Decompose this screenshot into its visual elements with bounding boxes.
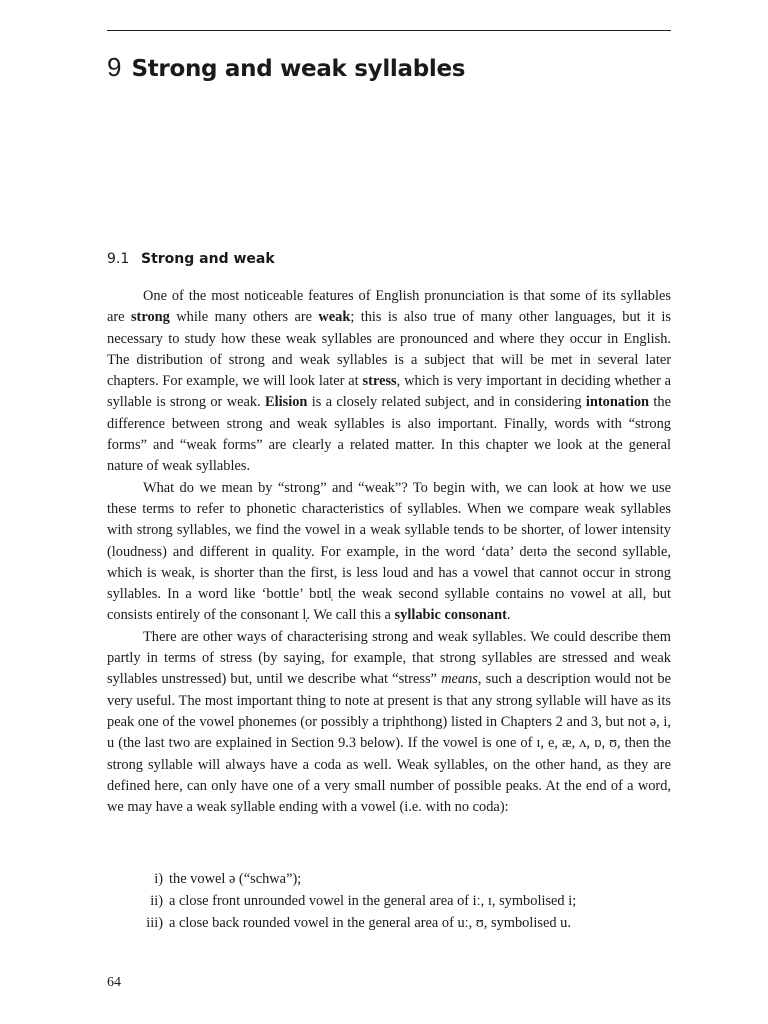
list-item (107, 868, 671, 890)
section-heading (107, 251, 275, 267)
section-number: 9.1 (107, 251, 130, 267)
top-rule (107, 30, 671, 31)
list-item (107, 912, 671, 934)
list-marker: iii) (146, 915, 163, 931)
list-text: the vowel ə (“schwa”); (169, 871, 302, 887)
term-strong: strong (130, 309, 170, 326)
paragraph-1: One of the most noticeable features of English pronunciation is that some of its syllables are strong while many others are weak; this is also true of many other languages, but it is necessary to study how these weak syllables are pronounced and where they occur in English. The distribution of strong and weak syllables is a subject that will be met in several later chapters. For example, we will look later at stress, which is very important in deciding whether a syllable is strong or weak. Elision is a closely related subject, and in considering intonation the difference between strong and weak syllables is also important. Finally, words with “strong forms” and “weak forms” are clearly a related matter. In this chapter we look at the general nature of weak syllables. (107, 288, 671, 475)
page-number: 64 (107, 975, 121, 990)
term-stress: stress (362, 373, 397, 390)
term-weak: weak (318, 309, 351, 326)
list-text: a close back rounded vowel in the general area of uː, ʊ, symbolised u. (169, 915, 571, 931)
term-elision: Elision (265, 394, 308, 411)
list-marker: i) (154, 871, 163, 887)
list-text: a close front unrounded vowel in the general area of iː, ɪ, symbolised i; (169, 893, 577, 909)
emphasis-means: means (441, 671, 478, 688)
term-intonation: intonation (585, 394, 650, 411)
vowel-list (107, 868, 671, 934)
chapter-title-text: Strong and weak syllables (131, 56, 466, 82)
term-syllabic-consonant: syllabic consonant (394, 607, 507, 624)
chapter-number: 9 (107, 52, 122, 82)
body-text (107, 286, 671, 818)
paragraph-3: There are other ways of characterising strong and weak syllables. We could describe them partly in terms of stress (by saying, for example, that strong syllables are stressed and weak syllables unstressed) but, until we describe what “stress” means, such a description would not be very useful. The most important thing to note at present is that any strong syllable will have as its peak one of the vowel phonemes (or possibly a triphthong) listed in Chapters 2 and 3, but not ə, i, u (the last two are explained in Section 9.3 below). If the vowel is one of ɪ, e, æ, ʌ, ɒ, ʊ, then the strong syllable will always have a coda as well. Weak syllables, on the other hand, as they are defined here, can only have one of a very small number of possible peaks. At the end of a word, we may have a weak syllable ending with a vowel (i.e. with no coda): (107, 628, 671, 816)
list-item (107, 890, 671, 912)
list-marker: ii) (150, 893, 163, 909)
paragraph-2: What do we mean by “strong” and “weak”? To begin with, we can look at how we use these terms to refer to phonetic characteristics of syllables. When we compare weak syllables with strong syllables, we find the vowel in a weak syllable tends to be shorter, of lower intensity (loudness) and different in quality. For example, in the word ‘data’ deɪtə the second syllable, which is weak, is shorter than the first, is less loud and has a vowel that cannot occur in strong syllables. In a word like ‘bottle’ bɒtl̩ the weak second syllable contains no vowel at all, but consists entirely of the consonant l̩. We call this a syllabic consonant. (107, 479, 671, 624)
section-title: Strong and weak (141, 251, 275, 267)
chapter-title (107, 52, 465, 83)
